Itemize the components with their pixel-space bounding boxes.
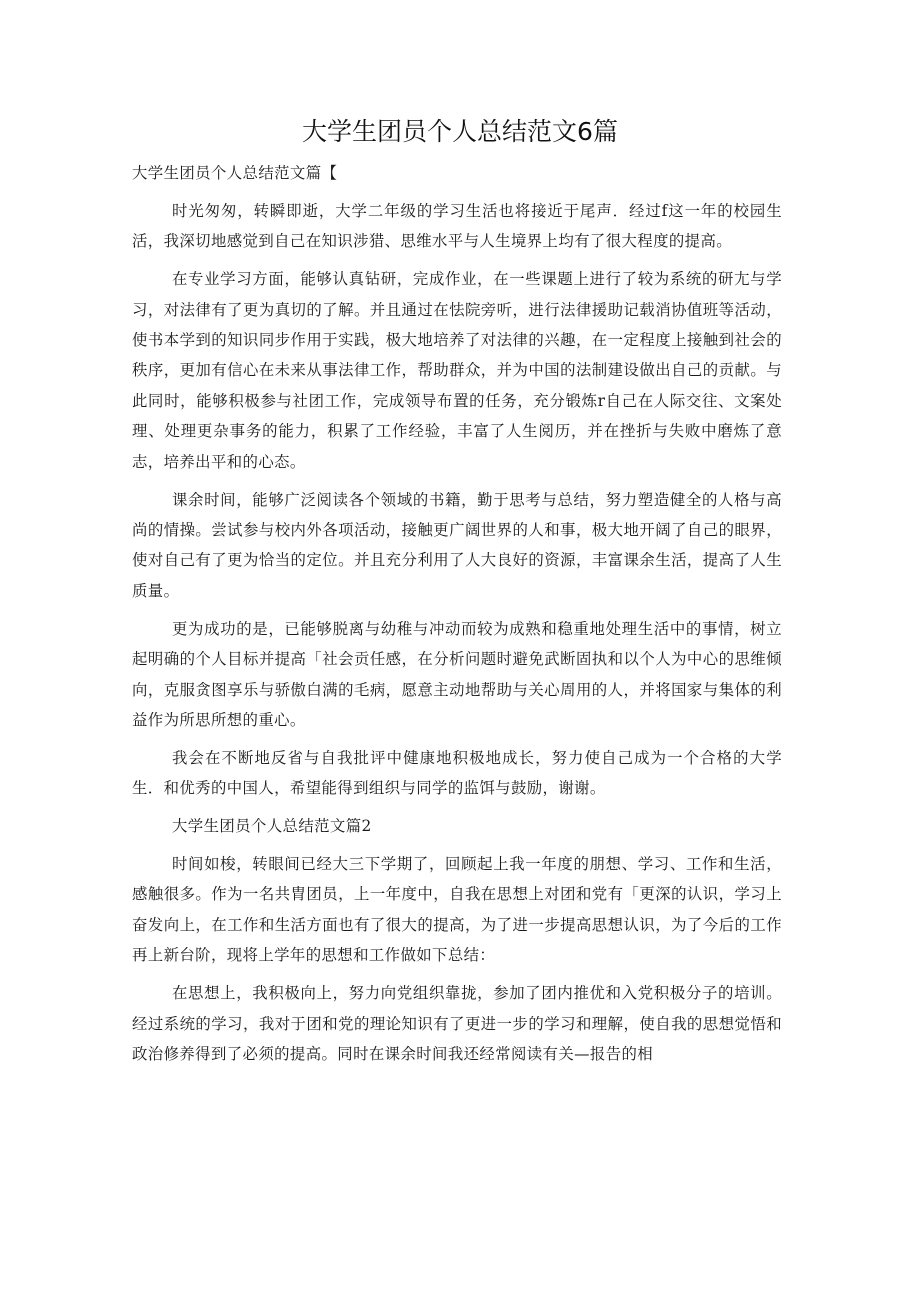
paragraph: 我会在不断地反省与自我批评中健康地积极地成长，努力使自己成为一个合格的大学生．和优秀的中国人，希望能得到组织与同学的监饵与鼓励，谢谢。 xyxy=(132,748,782,798)
paragraph: 时光匆匆，转瞬即逝，大学二年级的学习生活也将接近于尾声．经过f这一年的校园生活，我深切地感觉到自己在知识涉猎、思维水平与人生境界上均有了很大程度的提高。 xyxy=(132,201,782,251)
paragraph: 时间如梭，转眼间已经大三下学期了，回顾起上我一年度的朋想、学习、工作和生活，感触很多。作为一名共胄团员，上一年度中，自我在思想上对团和党有「更深的认识，学习上奋发向上，在工作和生活方面也有了很大的提高，为了进一步提高思想认识，为了今后的工作再上新台阶，现将上学年的思想和工作做如下总结： xyxy=(132,855,782,965)
section-heading-2: 大学生团员个人总结范文篇2 xyxy=(172,817,372,836)
paragraph: 更为成功的是，已能够脱离与幼稚与冲动而较为成熟和稳重地处理生活中的事情，树立起明确的个人目标并提高「社会贡任感，在分析问题时避免武断固执和以个人为中心的思维倾向，克服贪图享乐与骄傲白满的毛病，愿意主动地帮助与关心周用的人，并将国家与集体的利益作为所思所想的重心。 xyxy=(132,619,782,729)
paragraph: 在思想上，我积极向上，努力向党组织靠拢，参加了团内推优和入党积极分子的培训。经过系统的学习，我对于团和党的理论知识有了更进一步的学习和理解，使自我的思想觉悟和政治修养得到了必须的提高。同时在课余时间我还经常阅读有关—报告的相 xyxy=(132,984,782,1063)
paragraph: 课余时间，能够广泛阅读各个领域的书籍，勤于思考与总结，努力塑造健全的人格与高尚的情操。尝试参与校内外各项活动，接触更广阔世界的人和事，极大地开阔了自己的眼界，使对自己有了更为恰当的定位。并且充分利用了人大良好的资源，丰富课余生活，提高了人生质量。 xyxy=(132,490,782,600)
paragraph: 在专业学习方面，能够认真钻研，完成作业，在一些课题上进行了较为系统的研尢与学习，对法律有了更为真切的了解。并且通过在怯院旁听，进行法律援助记载消协值班等活动，使书本学到的知识同步作用于实践，极大地培养了对法律的兴趣，在一定程度上接触到社会的秩序，更加有信心在未来从事法律工作，帮助群众，并为中国的法制建设做出自己的贡献。与此同时，能够积极参与社团工作，完成领导布置的任务，充分锻炼r自己在人际交往、文案处理、处理更杂事务的能力，积累了工作经验，丰富了人生阅历，并在挫折与失败中磨炼了意志，培养出平和的心态。 xyxy=(132,270,782,471)
document-title: 大学生团员个人总结范文6篇 xyxy=(302,117,618,146)
section-heading-1: 大学生团员个人总结范文篇【 xyxy=(132,164,338,182)
document-body xyxy=(132,158,782,1069)
